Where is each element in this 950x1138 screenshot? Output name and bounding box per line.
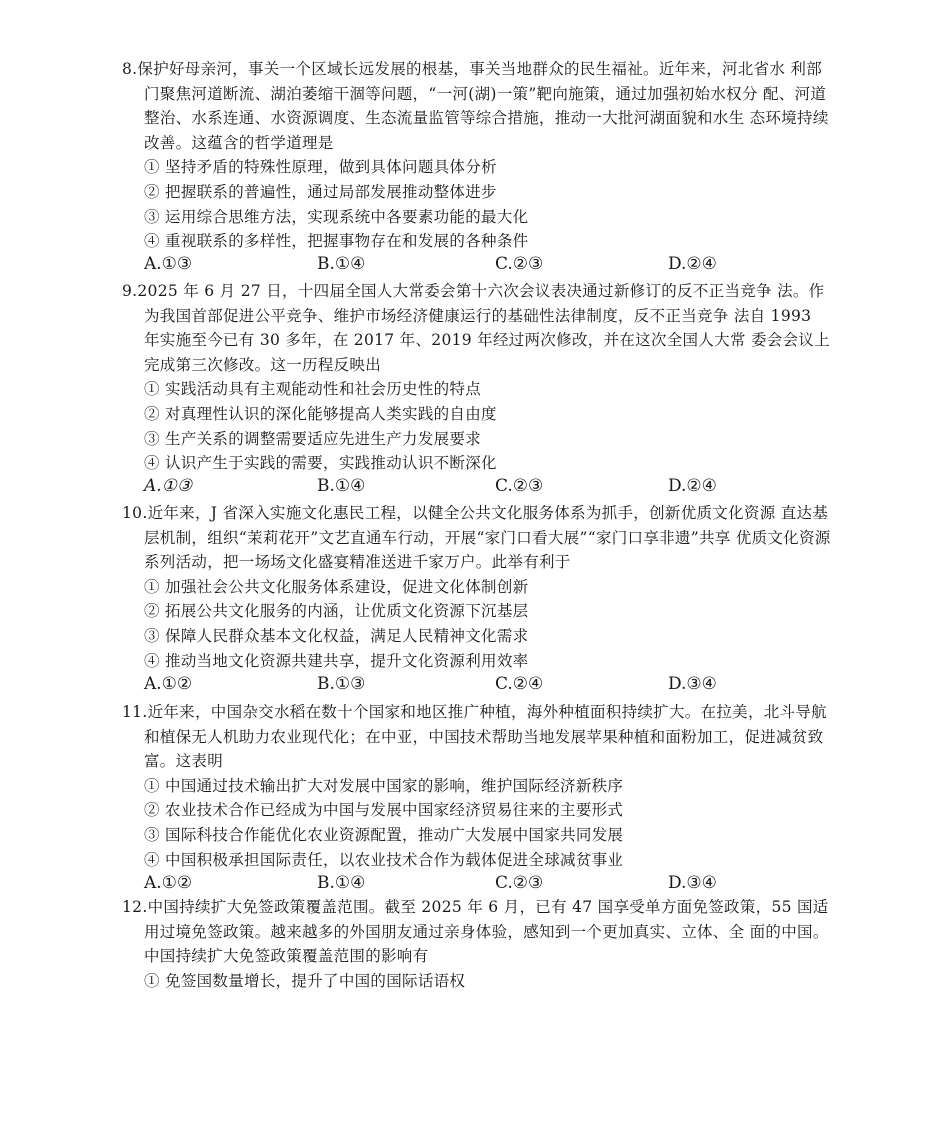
choice-b[interactable]: B.①③ xyxy=(317,673,366,694)
stem-text: 中国持续扩大免签政策覆盖范围。截至 2025 年 6 月，已有 47 国享受单方面免签政策，55 国适用过境免签政策。越来越多的外国朋友通过亲身体验，感知到一个更加真实、立体、全 面的中国。中国持续扩大免签政策覆盖范围的影响有 xyxy=(144,898,829,965)
statement-4: ④ 认识产生于实践的需要，实践推动认识不断深化 xyxy=(144,454,497,473)
choice-c[interactable]: C.②③ xyxy=(495,476,544,497)
question-number: 9. xyxy=(122,282,138,300)
statement-2: ② 农业技术合作已经成为中国与发展中国家经济贸易往来的主要形式 xyxy=(144,801,624,820)
statement-4: ④ 推动当地文化资源共建共享，提升文化资源利用效率 xyxy=(144,651,529,670)
statement-3: ③ 保障人民群众基本文化权益，满足人民精神文化需求 xyxy=(144,627,529,646)
choice-d[interactable]: D.②④ xyxy=(668,254,717,275)
question-10 xyxy=(122,501,832,700)
stem-text: 2025 年 6 月 27 日，十四届全国人大常委会第十六次会议表决通过新修订的反不正当竞争 法。作为我国首部促进公平竞争、维护市场经济健康运行的基础性法律制度，反不正当竞争 法自 1993 年实施至今已有 30 多年，在 2017 年、2019 年经过两次修改，并在这次全国人大常 委会会议上完成第三次修改。这一历程反映出 xyxy=(137,282,830,374)
choice-row xyxy=(122,254,832,280)
statement-1: ① 免签国数量增长，提升了中国的国际话语权 xyxy=(144,971,466,990)
statement-1: ① 坚持矛盾的特殊性原理，做到具体问题具体分析 xyxy=(144,158,497,176)
statement-1: ① 加强社会公共文化服务体系建设，促进文化体制创新 xyxy=(144,577,529,596)
choice-a[interactable]: A.①② xyxy=(144,673,193,694)
question-stem xyxy=(122,700,832,774)
statement-4: ④ 中国积极承担国际责任，以农业技术合作为载体促进全球减贫事业 xyxy=(144,850,624,869)
question-number: 12. xyxy=(122,898,148,916)
choice-b[interactable]: B.①④ xyxy=(317,476,366,497)
choice-a[interactable]: A.①③ xyxy=(144,476,193,497)
question-stem xyxy=(122,279,832,377)
statement-1: ① 中国通过技术输出扩大对发展中国家的影响，维护国际经济新秩序 xyxy=(144,776,624,795)
question-number: 8. xyxy=(122,60,138,78)
choice-row xyxy=(122,476,832,502)
question-number: 10. xyxy=(122,504,148,522)
question-8 xyxy=(122,57,832,280)
choice-row xyxy=(122,674,832,700)
choice-c[interactable]: C.②③ xyxy=(495,254,544,275)
question-11 xyxy=(122,700,832,899)
choice-a[interactable]: A.①③ xyxy=(144,254,193,275)
choice-d[interactable]: D.③④ xyxy=(668,673,717,694)
statement-1: ① 实践活动具有主观能动性和社会历史性的特点 xyxy=(144,380,482,398)
question-stem xyxy=(122,57,832,155)
choice-d[interactable]: D.③④ xyxy=(668,872,717,893)
choice-a[interactable]: A.①② xyxy=(144,872,193,893)
question-12 xyxy=(122,895,832,993)
choice-b[interactable]: B.①④ xyxy=(317,254,366,275)
question-9 xyxy=(122,279,832,502)
statement-2: ② 对真理性认识的深化能够提高人类实践的自由度 xyxy=(144,404,497,423)
stem-text: 近年来，中国杂交水稻在数十个国家和地区推广种植，海外种植面积持续扩大。在拉美，北斗导航和植保无人机助力农业现代化；在中亚，中国技术帮助当地发展苹果种植和面粉加工，促进减贫致富。这表明 xyxy=(144,703,827,770)
stem-text: 近年来，J 省深入实施文化惠民工程，以健全公共文化服务体系为抓手，创新优质文化资源 直达基层机制，组织“茉莉花开”文艺直通车行动，开展“家门口看大展”“家门口享非遗”共享 优质文化资源系列活动，把一场场文化盛宴精准送进千家万户。此举有利于 xyxy=(144,504,831,571)
stem-text: 保护好母亲河，事关一个区域长远发展的根基，事关当地群众的民生福祉。近年来，河北省水 利部门聚焦河道断流、湖泊萎缩干涸等问题，“一河(湖)一策”靶向施策，通过加强初始水权分 配、河道整治、水系连通、水资源调度、生态流量监管等综合措施，推动一大批河湖面貌和水生 态环境持续改善。这蕴含的哲学道理是 xyxy=(137,60,829,152)
statement-3: ③ 运用综合思维方法，实现系统中各要素功能的最大化 xyxy=(144,207,529,226)
question-stem xyxy=(122,895,832,969)
statement-3: ③ 国际科技合作能优化农业资源配置，推动广大发展中国家共同发展 xyxy=(144,826,624,845)
choice-c[interactable]: C.②③ xyxy=(495,872,544,893)
choice-c[interactable]: C.②④ xyxy=(495,673,544,694)
statement-4: ④ 重视联系的多样性，把握事物存在和发展的各种条件 xyxy=(144,232,529,251)
choice-d[interactable]: D.②④ xyxy=(668,476,717,497)
statement-2: ② 把握联系的普遍性，通过局部发展推动整体进步 xyxy=(144,182,497,201)
question-number: 11. xyxy=(122,703,148,721)
choice-b[interactable]: B.①④ xyxy=(317,872,366,893)
question-stem xyxy=(122,501,832,575)
statement-3: ③ 生产关系的调整需要适应先进生产力发展要求 xyxy=(144,429,482,448)
statement-2: ② 拓展公共文化服务的内涵，让优质文化资源下沉基层 xyxy=(144,602,529,621)
